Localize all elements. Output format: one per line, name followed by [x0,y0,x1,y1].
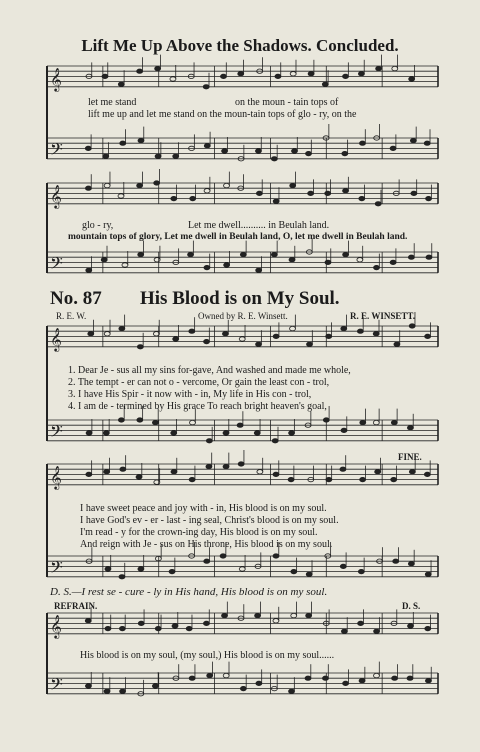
staff [47,124,438,163]
verse-2: 2. The tempt - er can not o - vercome, Or gain the least con - trol, [68,377,330,388]
staff [47,602,438,639]
ds-mark: D. S. [402,601,421,611]
staff [47,169,438,209]
ds-verse: D. S.—I rest se - cure - ly in His hand, His blood is on my soul. [50,586,328,598]
verse-1: 1. Dear Je - sus all my sins for-gave, And washed and made me whole, [68,365,351,376]
refrain-label: REFRAIN. [54,601,98,611]
svg-text:𝄢: 𝄢 [50,420,63,445]
refrain-text: His blood is on my soul, (my soul,) His blood is on my soul...... [80,650,335,661]
svg-text:𝄞: 𝄞 [50,183,62,208]
staff [47,55,438,92]
lyric-line-3b: Let me dwell.......... in Beulah land. [188,220,330,231]
lyric-line-1b: on the moun - tain tops of [235,97,339,108]
svg-text:𝄞: 𝄞 [50,613,62,638]
verse-3: 3. I have His Spir - it now with - in, My life in His con - trol, [68,389,312,400]
verse-4: 4. I am de - termined by His grace To reach bright heaven's goal, [68,401,327,412]
lyric-line-4: mountain tops of glory, Let me dwell in Beulah land, O, let me dwell in Beulah land. [68,232,408,242]
hymn-number: No. 87 [50,288,102,309]
svg-text:𝄢: 𝄢 [50,138,63,163]
svg-text:𝄞: 𝄞 [50,464,62,489]
svg-text:𝄞: 𝄞 [50,66,62,91]
lyric-line-2: lift me up and let me stand on the moun-tain tops of glo - ry, on the [88,109,357,120]
svg-text:𝄞: 𝄞 [50,326,62,351]
staff [47,450,438,490]
owner-credit: Owned by R. E. Winsett. [198,311,288,321]
chorus-line-2: I have God's ev - er - last - ing seal, Christ's blood is on my soul. [80,515,339,526]
lyric-line-1a: let me stand [88,97,137,108]
hymn-title: His Blood is on My Soul. [140,288,340,309]
svg-text:𝄢: 𝄢 [50,556,63,581]
lyric-line-3a: glo - ry, [82,220,114,231]
fine-mark: FINE. [398,452,422,462]
svg-text:𝄢: 𝄢 [50,252,63,277]
author-initials: R. E. W. [56,311,87,321]
composer-credit: R. E. WINSETT. [350,311,415,321]
chorus-line-1: I have sweet peace and joy with - in, His blood is on my soul. [80,503,327,514]
chorus-line-4: And reign with Je - sus on His throne, His blood is on my soul. [80,539,333,550]
continued-hymn-title: Lift Me Up Above the Shadows. Concluded. [81,36,399,55]
svg-text:𝄢: 𝄢 [50,673,63,698]
staff [47,662,438,698]
chorus-line-3: I'm read - y for the crown-ing day, His blood is on my soul. [80,527,318,538]
